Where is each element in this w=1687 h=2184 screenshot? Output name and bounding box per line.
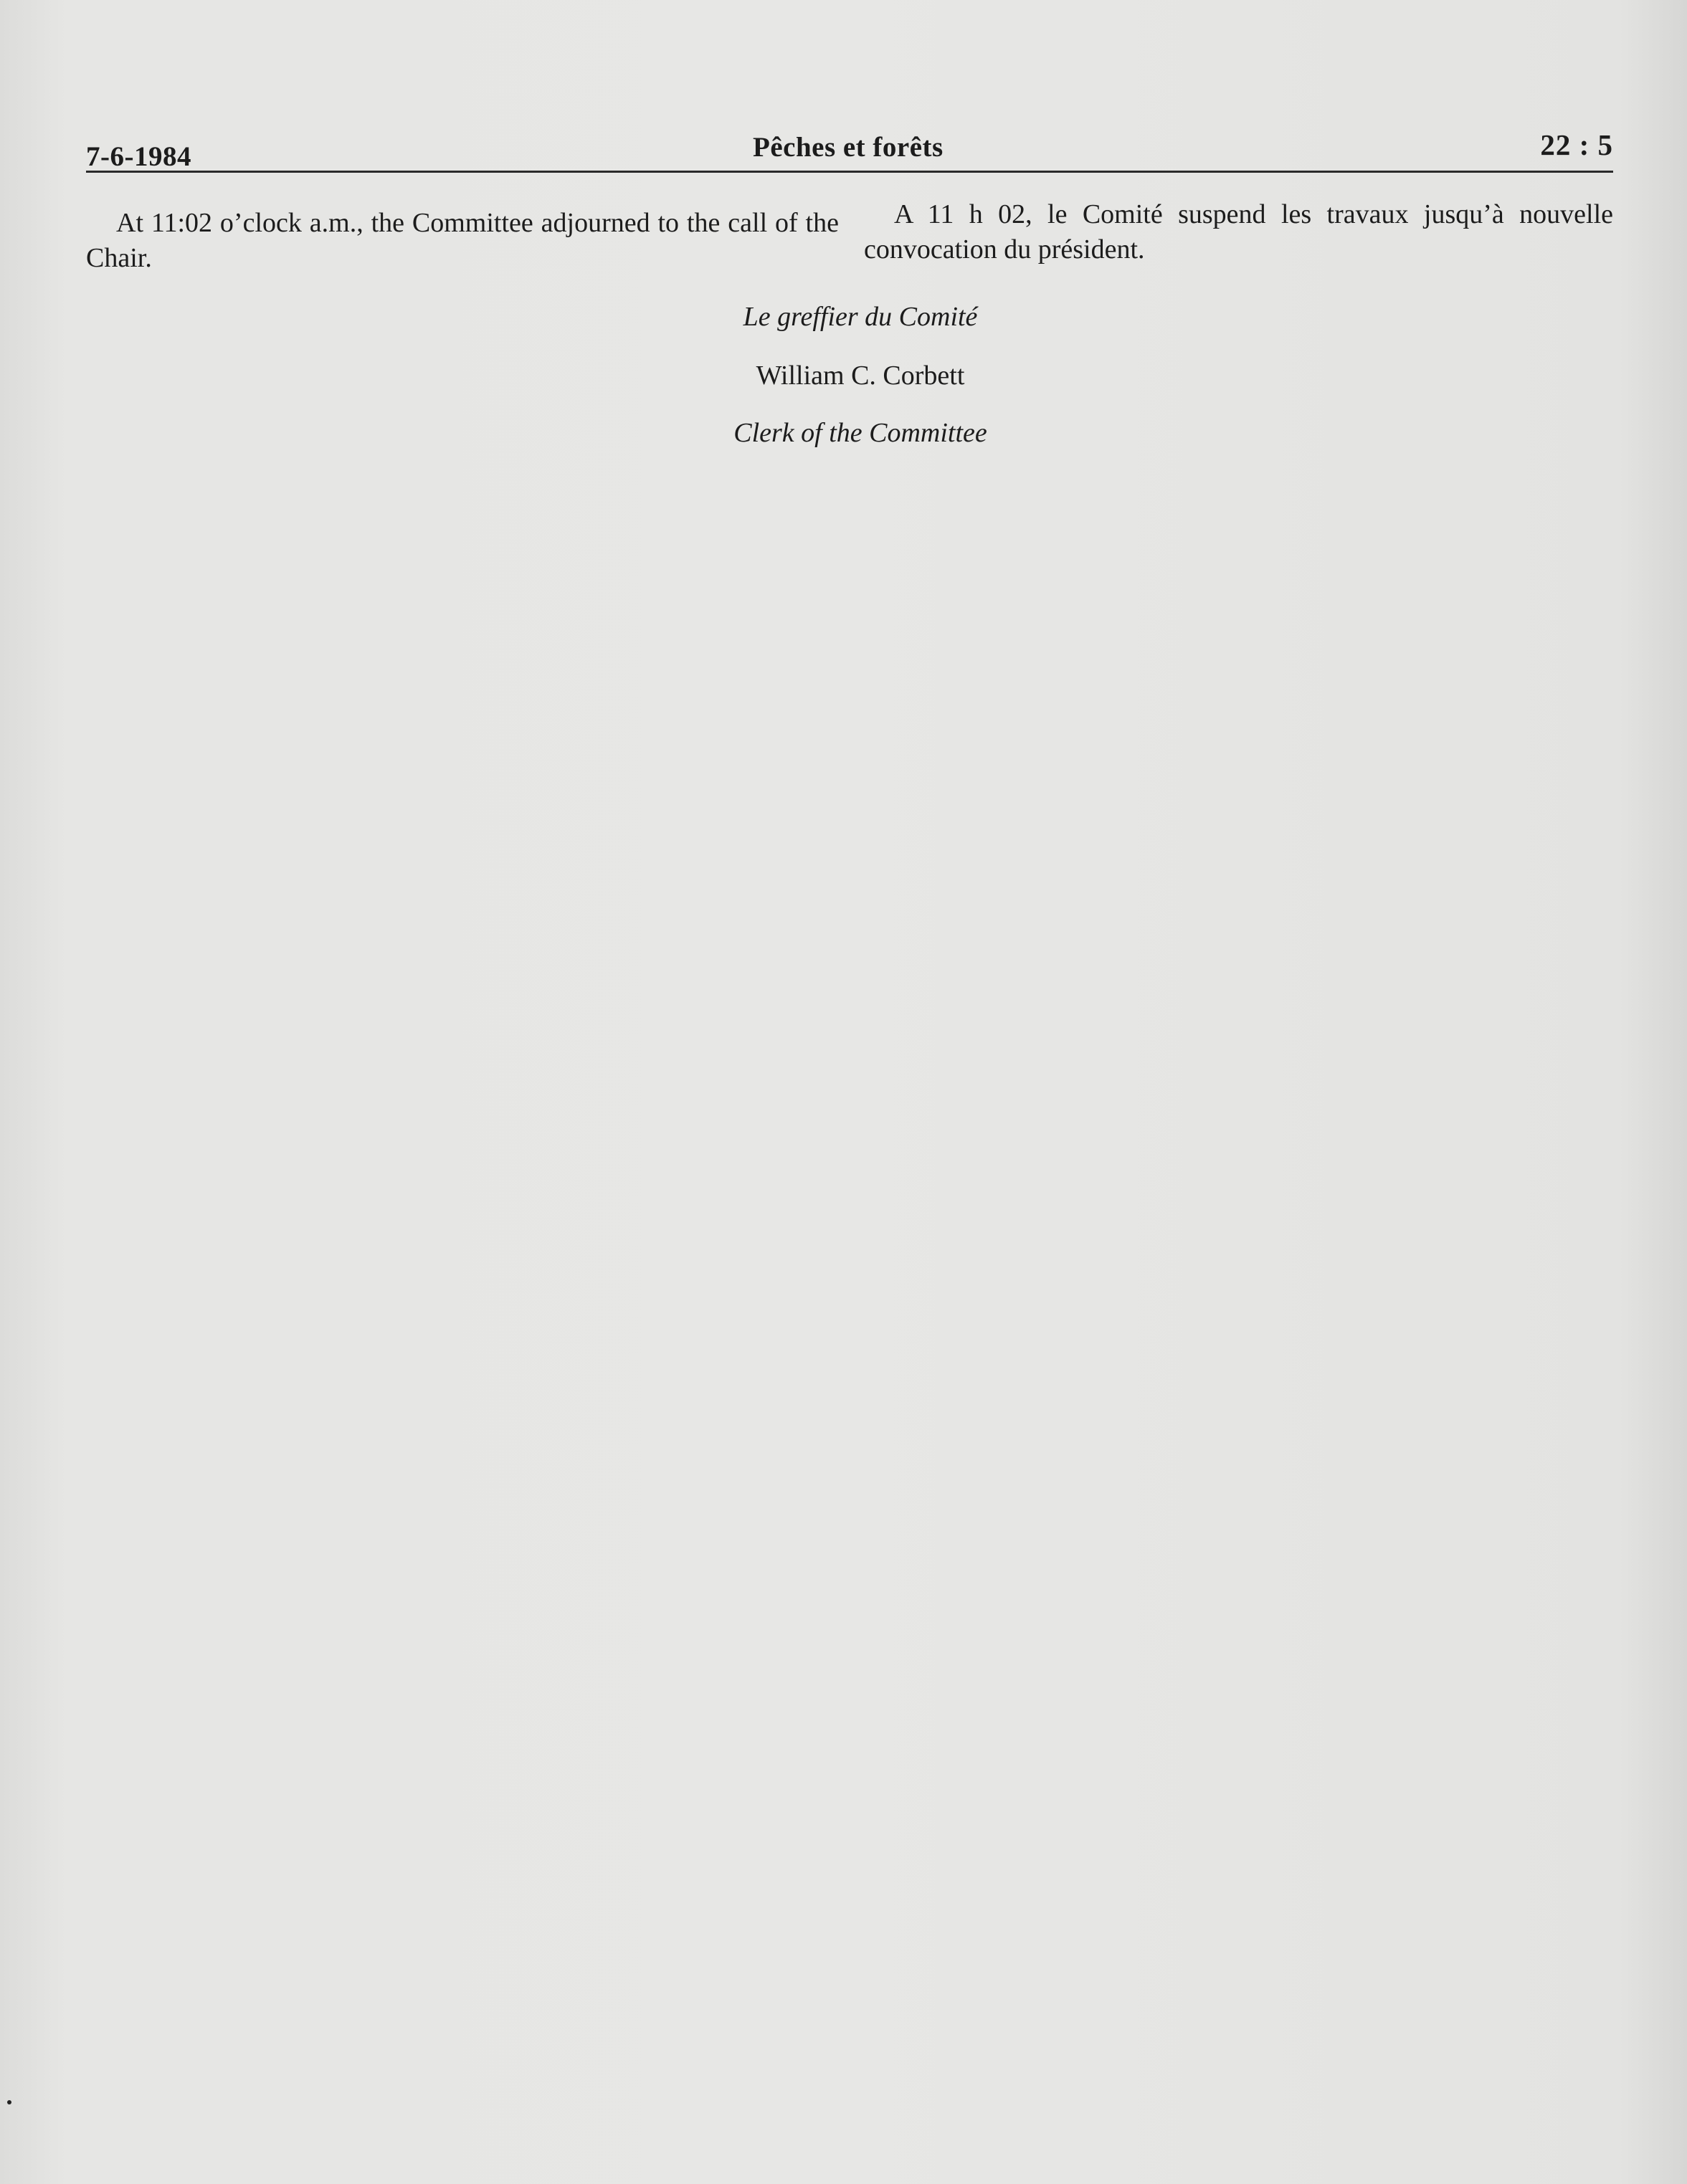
header-rule [86,171,1613,173]
clerk-title-english: Clerk of the Committee [733,418,987,448]
right-column [864,197,1613,267]
left-column-paragraph: At 11:02 o’clock a.m., the Committee adjourned to the call of the Chair. [86,208,839,273]
right-column-paragraph: A 11 h 02, le Comité suspend les travaux jusqu’à nouvelle convocation du président. [864,199,1613,264]
clerk-title-french: Le greffier du Comité [743,302,978,332]
scan-speck [7,2100,11,2104]
header-title: Pêches et forêts [753,132,944,163]
header-page-number: 22 : 5 [1540,128,1613,161]
signature-block [502,301,1219,459]
left-column [86,206,839,276]
header-date: 7-6-1984 [86,141,191,172]
clerk-name: William C. Corbett [756,361,965,391]
